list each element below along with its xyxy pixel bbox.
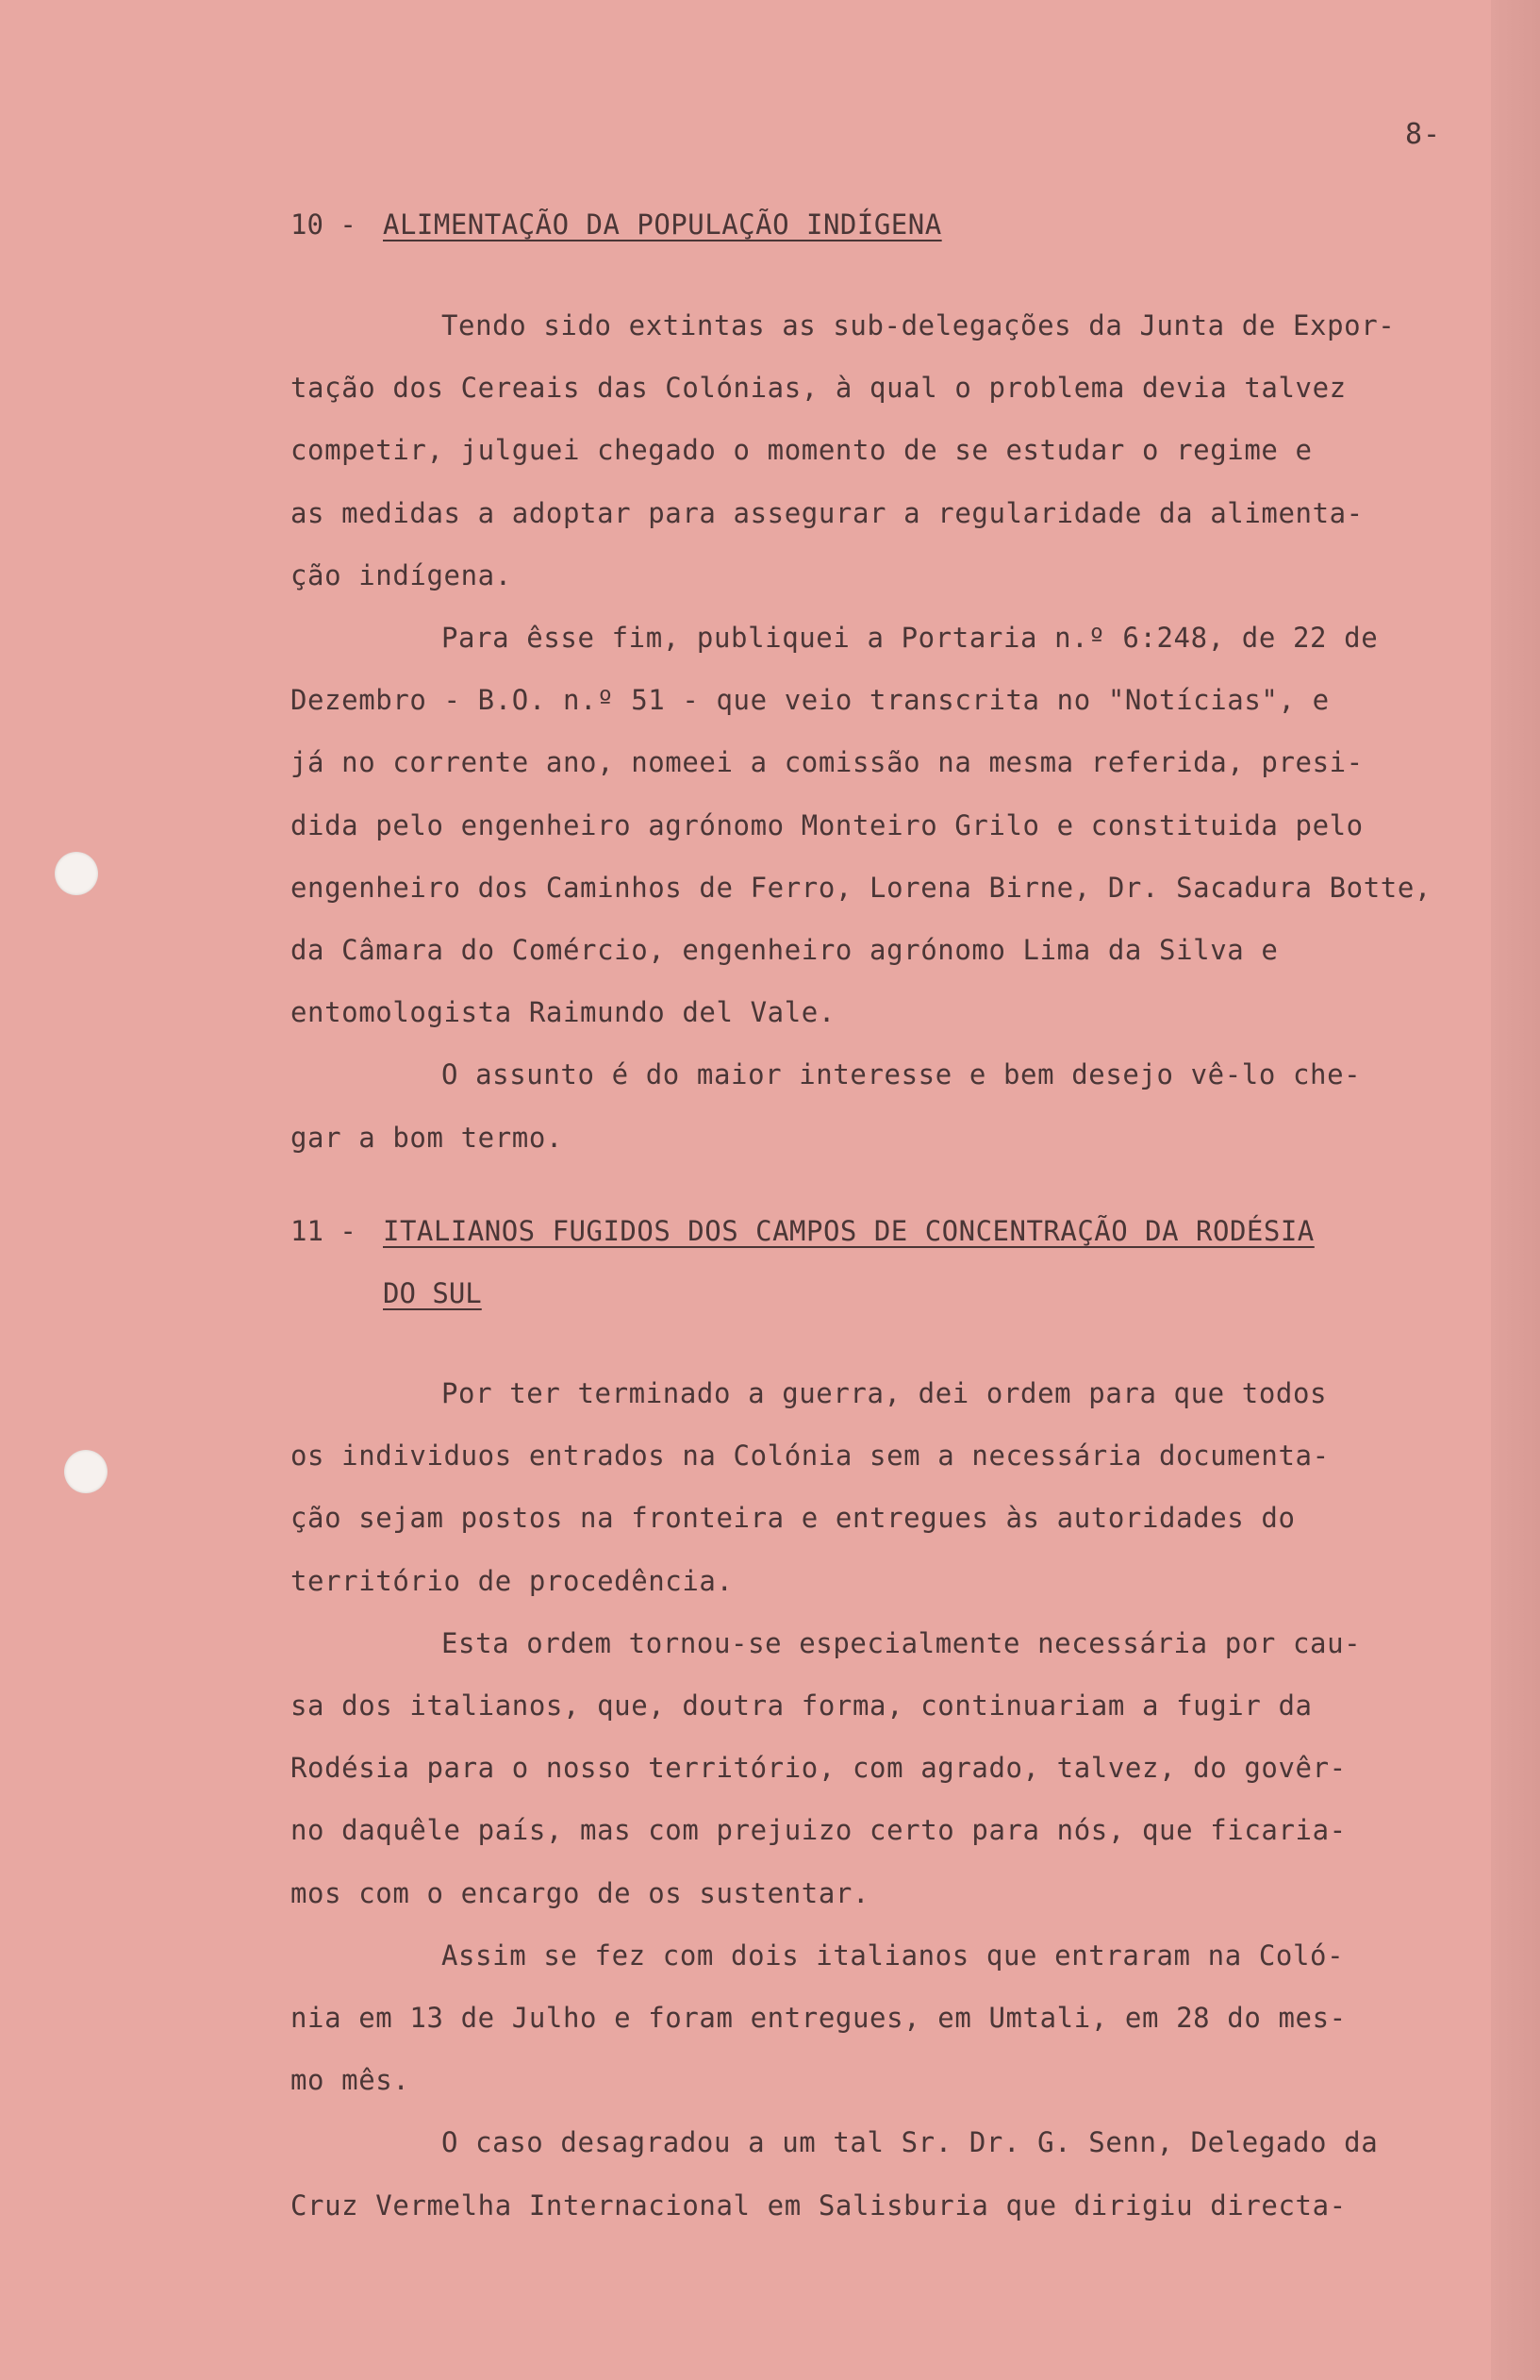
paragraph-line: no daquêle país, mas com prejuizo certo para nós, que ficaria-: [290, 1814, 1347, 1847]
paragraph-line: já no corrente ano, nomeei a comissão na mesma referida, presi-: [290, 746, 1364, 779]
paragraph-line: sa dos italianos, que, doutra forma, continuariam a fugir da: [290, 1689, 1313, 1723]
paragraph-line: as medidas a adoptar para assegurar a regularidade da alimenta-: [290, 496, 1364, 529]
paragraph-line: Cruz Vermelha Internacional em Salisburia que dirigiu directa-: [290, 2189, 1347, 2222]
punch-hole-top: [55, 852, 98, 895]
paragraph-line: ção indígena.: [290, 558, 512, 591]
section-10-heading: [290, 193, 1535, 256]
paragraph-line: Para êsse fim, publiquei a Portaria n.º 6:248, de 22 de: [441, 622, 1379, 655]
paragraph-line: tação dos Cereais das Colónias, à qual o problema devia talvez: [290, 372, 1347, 405]
section-11-title-line-2: DO SUL: [383, 1277, 482, 1309]
paragraph-line: ção sejam postos na fronteira e entregues às autoridades do: [290, 1502, 1296, 1535]
paragraph-line: Dezembro - B.O. n.º 51 - que veio transcrita no "Notícias", e: [290, 684, 1330, 717]
punch-hole-bottom: [64, 1450, 108, 1493]
paragraph-line: O assunto é do maior interesse e bem desejo vê-lo che-: [441, 1058, 1362, 1091]
paragraph-line: território de procedência.: [290, 1564, 734, 1597]
paragraph-line: Assim se fez com dois italianos que entraram na Coló-: [441, 1939, 1345, 1972]
paragraph-line: Tendo sido extintas as sub-delegações da Junta de Expor-: [441, 309, 1396, 341]
paragraph-line: entomologista Raimundo del Vale.: [290, 996, 836, 1029]
paragraph-line: Esta ordem tornou-se especialmente necessária por cau-: [441, 1626, 1362, 1659]
section-10: [290, 193, 1535, 1169]
paragraph-line: competir, julguei chegado o momento de se estudar o regime e: [290, 434, 1313, 467]
paragraph-line: Rodésia para o nosso território, com agrado, talvez, do govêr-: [290, 1752, 1347, 1785]
section-11-title-line-1: ITALIANOS FUGIDOS DOS CAMPOS DE CONCENTRAÇÃO DA RODÉSIA: [383, 1215, 1315, 1247]
section-11-number: 11 -: [290, 1215, 356, 1247]
paragraph-line: nia em 13 de Julho e foram entregues, em Umtali, em 28 do mes-: [290, 2002, 1347, 2035]
section-11-heading: [290, 1200, 1535, 1324]
paragraph-line: dida pelo engenheiro agrónomo Monteiro Grilo e constituida pelo: [290, 808, 1364, 841]
section-11: [290, 1200, 1535, 2237]
paragraph-line: O caso desagradou a um tal Sr. Dr. G. Senn, Delegado da: [441, 2126, 1379, 2159]
paragraph-line: mo mês.: [290, 2064, 410, 2097]
paragraph-line: engenheiro dos Caminhos de Ferro, Lorena Birne, Dr. Sacadura Botte,: [290, 871, 1432, 904]
section-10-number: 10 -: [290, 208, 356, 241]
section-10-title: ALIMENTAÇÃO DA POPULAÇÃO INDÍGENA: [383, 208, 942, 241]
paragraph-line: gar a bom termo.: [290, 1121, 563, 1154]
paragraph-line: mos com o encargo de os sustentar.: [290, 1876, 870, 1909]
page-number: 8-: [1405, 118, 1442, 151]
paragraph-line: da Câmara do Comércio, engenheiro agrónomo Lima da Silva e: [290, 934, 1279, 967]
paragraph-line: os individuos entrados na Colónia sem a necessária documenta-: [290, 1440, 1330, 1473]
paragraph-line: Por ter terminado a guerra, dei ordem para que todos: [441, 1377, 1328, 1409]
